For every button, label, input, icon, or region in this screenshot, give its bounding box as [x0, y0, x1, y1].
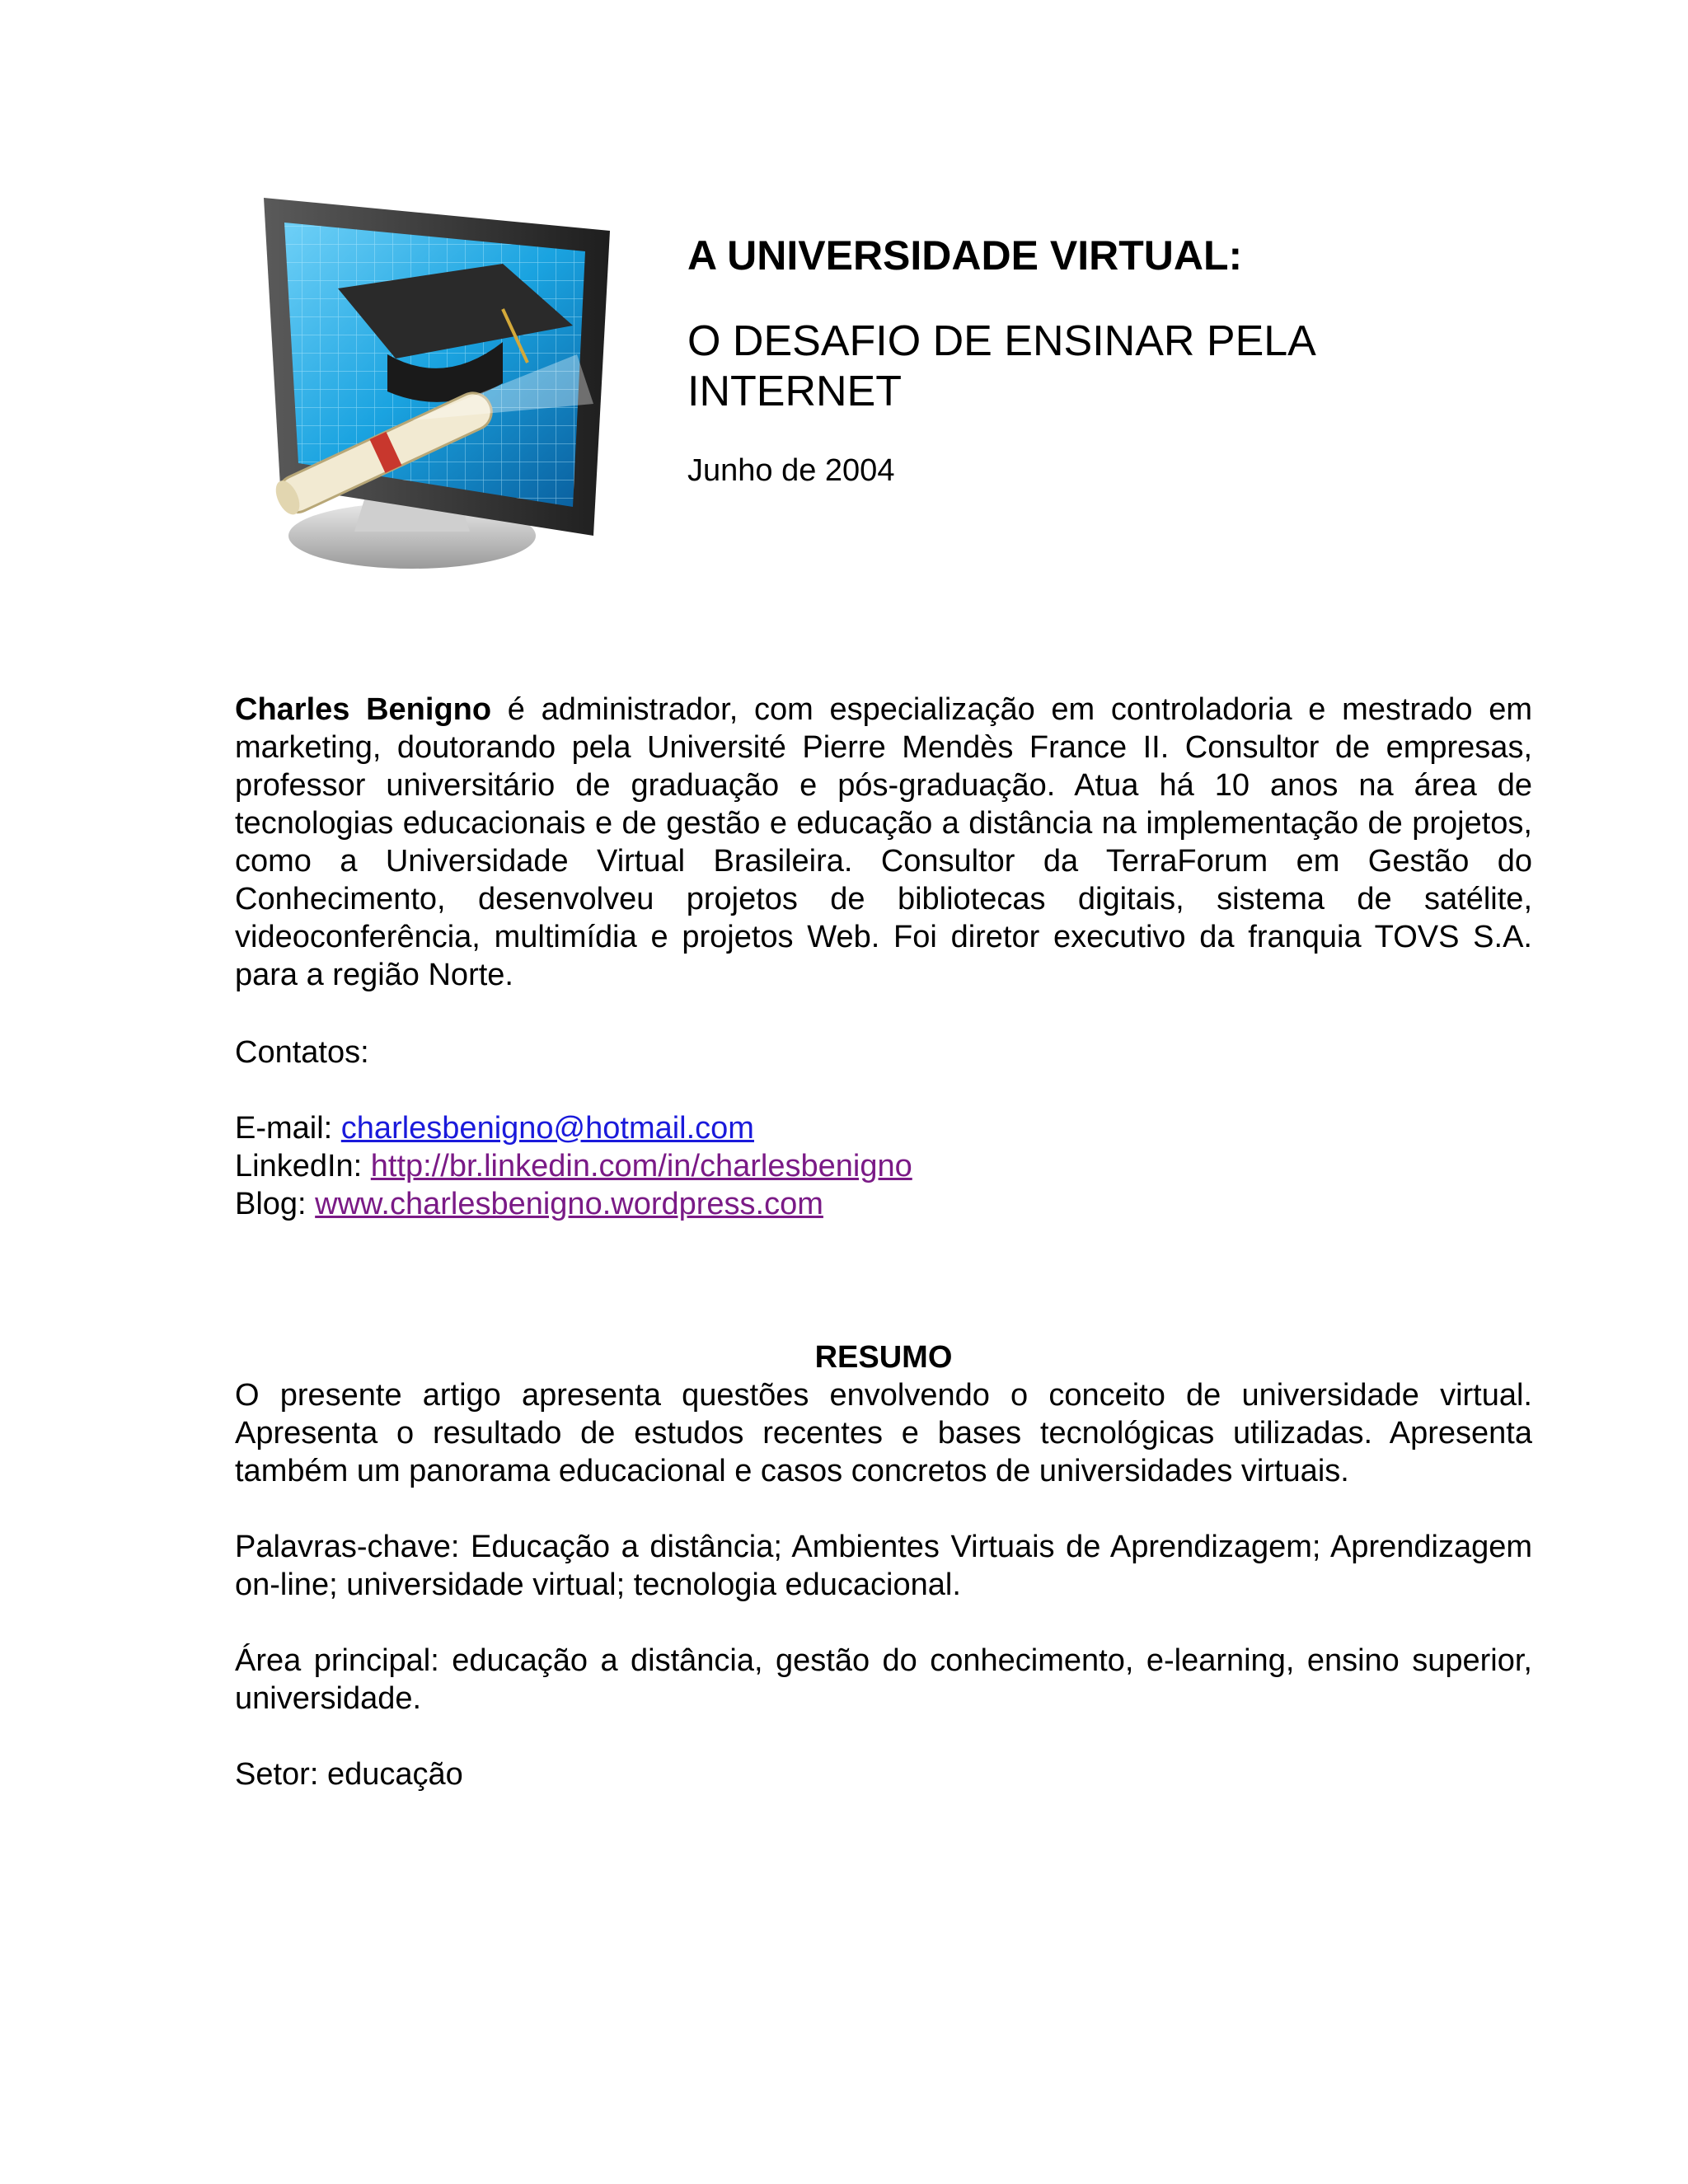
document-date: Junho de 2004 — [687, 452, 895, 488]
linkedin-label: LinkedIn: — [235, 1149, 371, 1183]
blog-link[interactable]: www.charlesbenigno.wordpress.com — [315, 1187, 823, 1221]
contacts-heading: Contatos: — [235, 1035, 369, 1070]
author-bio — [235, 691, 1532, 994]
linkedin-link[interactable]: http://br.linkedin.com/in/charlesbenigno — [370, 1149, 912, 1183]
contacts-list — [235, 1109, 912, 1223]
email-label: E-mail: — [235, 1111, 341, 1146]
contact-email — [235, 1109, 912, 1147]
graduation-monitor-icon — [247, 190, 659, 577]
sector-section — [235, 1755, 1532, 1793]
keywords-text: Palavras-chave: Educação a distância; Ambientes Virtuais de Aprendizagem; Aprendizagem on-line; universidade virtual; tecnologia educacional. — [235, 1530, 1532, 1602]
blog-label: Blog: — [235, 1187, 316, 1221]
author-bio-paragraph — [235, 691, 1532, 994]
area-text: Área principal: educação a distância, gestão do conhecimento, e-learning, ensino superior, universidade. — [235, 1643, 1532, 1716]
document-subtitle: O DESAFIO DE ENSINAR PELA INTERNET — [687, 317, 1314, 415]
contact-linkedin — [235, 1147, 912, 1185]
resumo-section — [235, 1376, 1532, 1490]
sector-text: Setor: educação — [235, 1757, 463, 1792]
keywords-section — [235, 1528, 1532, 1604]
document-title: A UNIVERSIDADE VIRTUAL: — [687, 232, 1243, 279]
email-link[interactable]: charlesbenigno@hotmail.com — [340, 1111, 754, 1146]
resumo-text: O presente artigo apresenta questões envolvendo o conceito de universidade virtual. Apresenta o resultado de estudos recentes e bases tecnológicas utilizadas. Apresenta também um panorama educacional e casos concretos de universidades virtuais. — [235, 1378, 1532, 1488]
author-name: Charles Benigno — [235, 692, 492, 727]
area-section — [235, 1642, 1532, 1718]
resumo-heading: RESUMO — [814, 1340, 953, 1375]
author-bio-text: é administrador, com especialização em controladoria e mestrado em marketing, doutorando pela Université Pierre Mendès France II. Consultor de empresas, professor universitário de graduação e pós-graduação. Atua há 10 anos na área de tecnologias educacionais e de gestão e educação a distância na implementação de projetos, como a Universidade Virtual Brasileira. Consultor da TerraForum em Gestão do Conhecimento, desenvolveu projetos de bibliotecas digitais, sistema de satélite, videoconferência, multimídia e projetos Web. Foi diretor executivo da franquia TOVS S.A. para a região Norte. — [235, 692, 1532, 992]
title-block — [687, 231, 1512, 489]
contact-blog — [235, 1185, 912, 1223]
